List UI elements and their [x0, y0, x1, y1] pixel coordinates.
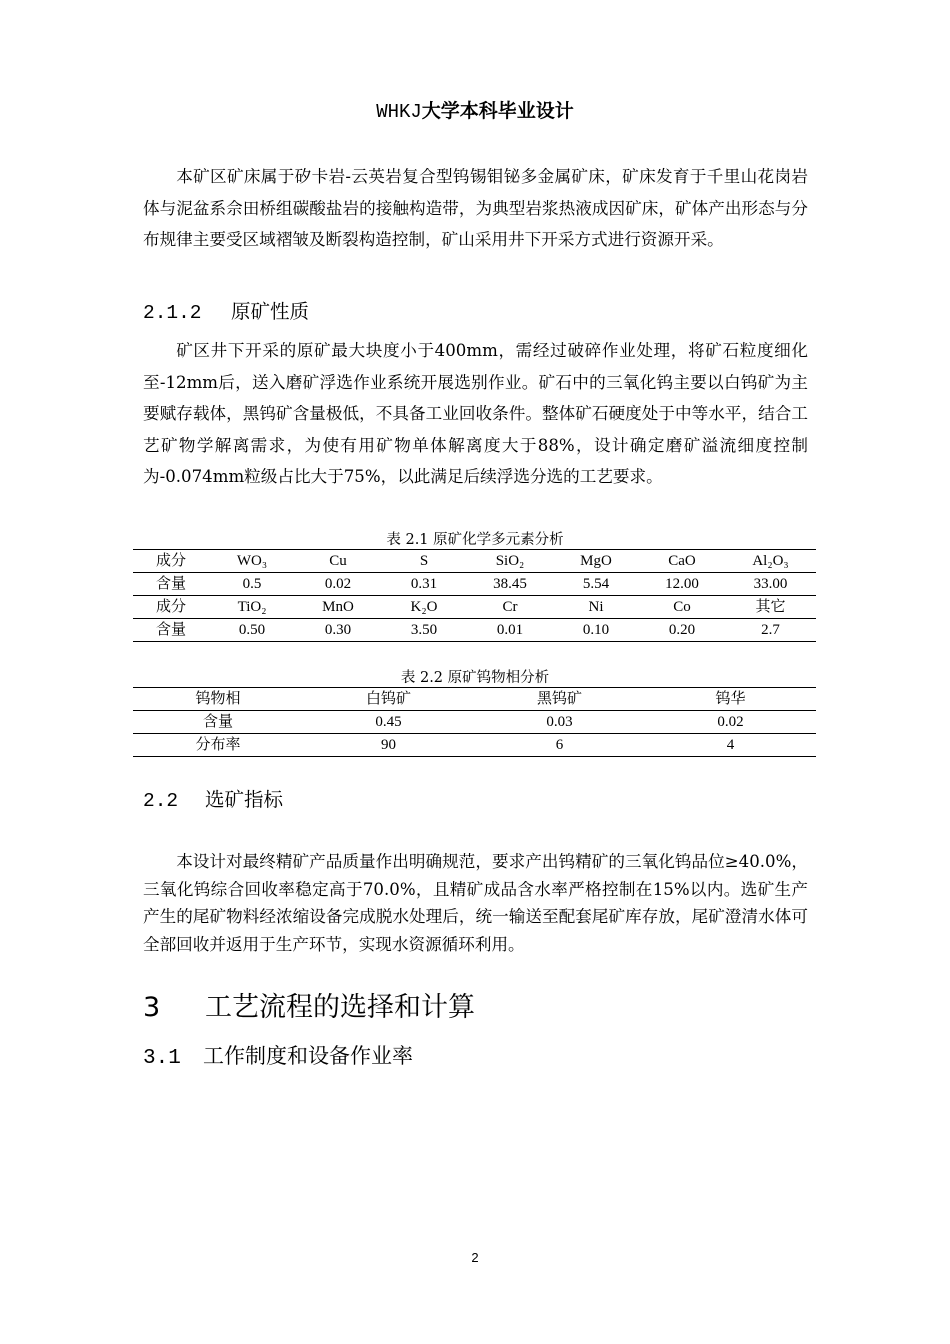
table-row — [133, 550, 816, 573]
table-cell: 含量 — [133, 711, 303, 734]
heading-title: 工作制度和设备作业率 — [203, 1044, 413, 1068]
paragraph-ore-properties — [143, 335, 808, 493]
table-cell: Ni — [553, 596, 639, 619]
table-cell: 0.03 — [474, 711, 645, 734]
paragraph-deposit-text: 本矿区矿床属于矽卡岩-云英岩复合型钨锡钼铋多金属矿床，矿床发育于千里山花岗岩体与泥盆系佘田桥组碳酸盐岩的接触构造带，为典型岩浆热液成因矿床，矿体产出形态与分布规律主要受区域褶皱及断裂构造控制，矿山采用井下开采方式进行资源开采。 — [143, 167, 808, 249]
table-cell: TiO₂ — [209, 596, 295, 619]
table-row — [133, 711, 816, 734]
heading-number: 3.1 — [143, 1047, 181, 1070]
table-row — [133, 688, 816, 711]
table-cell: Co — [639, 596, 725, 619]
table-cell: 0.01 — [496, 622, 524, 638]
paragraph-ore-properties-text: 矿区井下开采的原矿最大块度小于400mm，需经过破碎作业处理，将矿石粒度细化至-12mm后，送入磨矿浮选作业系统开展选别作业。矿石中的三氧化钨主要以白钨矿为主要赋存载体，黑钨矿含量极低，不具备工业回收条件。整体矿石硬度处于中等水平，结合工艺矿物学解离需求，为使有用矿物单体解离度大于88%，设计确定磨矿溢流细度控制为-0.074mm粒级占比大于75%，以此满足后续浮选分选的工艺要求。 — [143, 341, 808, 486]
table-cell: WO₃ — [209, 550, 295, 573]
table-cell: 2.7 — [761, 622, 780, 638]
paragraph-deposit — [143, 161, 808, 256]
heading-number: 3 — [143, 992, 161, 1023]
table-cell: 6 — [555, 737, 564, 753]
paragraph-indicators-text: 本设计对最终精矿产品质量作出明确规范，要求产出钨精矿的三氧化钨品位≥40.0%，三氧化钨综合回收率稳定高于70.0%，且精矿成品含水率严格控制在15%以内。选矿生产产生的尾矿物料经浓缩设备完成脱水处理后，统一输送至配套尾矿库存放，尾矿澄清水体可全部回收并返用于生产环节，实现水资源循环利用。 — [143, 852, 808, 954]
table-cell: 33.00 — [725, 573, 816, 596]
table-cell: 其它 — [725, 596, 816, 619]
table-cell: S — [381, 550, 467, 573]
table-cell: 成分 — [133, 596, 209, 619]
table-cell: 钨华 — [645, 688, 816, 711]
table2-caption: 表 2.2 原矿钨物相分析 — [400, 670, 550, 686]
table-cell: 白钨矿 — [303, 688, 474, 711]
table-row — [133, 573, 816, 596]
heading-2-1-2 — [143, 296, 309, 324]
table-cell: 4 — [726, 737, 735, 753]
heading-2-2 — [143, 784, 283, 812]
table-cell: 黑钨矿 — [474, 688, 645, 711]
table-cell: Cr — [467, 596, 553, 619]
table-cell: 5.54 — [553, 573, 639, 596]
table-cell: 0.30 — [324, 622, 352, 638]
header-prefix: WHKJ — [376, 101, 422, 123]
table-cell: 0.5 — [209, 573, 295, 596]
table-chemical-analysis — [133, 549, 816, 642]
table-cell: 0.02 — [295, 573, 381, 596]
table-cell: 0.45 — [303, 711, 474, 734]
table-cell: K₂O — [381, 596, 467, 619]
heading-number: 2.2 — [143, 790, 179, 812]
heading-title: 选矿指标 — [205, 788, 284, 811]
heading-3 — [143, 985, 475, 1024]
table-cell: 38.45 — [467, 573, 553, 596]
table-cell: 3.50 — [410, 622, 438, 638]
heading-title: 原矿性质 — [231, 300, 310, 323]
table-cell: 0.20 — [668, 622, 696, 638]
table-cell: 0.31 — [381, 573, 467, 596]
table-cell: Al₂O₃ — [725, 550, 816, 573]
table-cell: 0.50 — [238, 622, 266, 638]
table-cell: SiO₂ — [467, 550, 553, 573]
page-header — [0, 96, 950, 123]
table-cell: 钨物相 — [133, 688, 303, 711]
table-row — [133, 596, 816, 619]
table-row — [133, 734, 816, 757]
table-cell: 分布率 — [195, 737, 241, 753]
table-cell: 0.10 — [582, 622, 610, 638]
header-title: 大学本科毕业设计 — [421, 100, 574, 122]
table1-caption: 表 2.1 原矿化学多元素分析 — [386, 532, 564, 548]
page-number: 2 — [471, 1250, 479, 1265]
table-cell: CaO — [639, 550, 725, 573]
table-tungsten-phase — [133, 687, 816, 757]
table-cell: 含量 — [133, 573, 209, 596]
heading-3-1 — [143, 1040, 413, 1070]
table-cell: 90 — [381, 737, 396, 753]
heading-title: 工艺流程的选择和计算 — [205, 992, 475, 1023]
table-cell: MgO — [553, 550, 639, 573]
table-cell: Cu — [295, 550, 381, 573]
table-row — [133, 619, 816, 642]
heading-number: 2.1.2 — [143, 302, 202, 324]
table-cell: 0.02 — [645, 711, 816, 734]
table-cell: 含量 — [155, 622, 186, 638]
table-cell: 成分 — [133, 550, 209, 573]
table-cell: MnO — [295, 596, 381, 619]
paragraph-indicators — [143, 848, 808, 958]
table-cell: 12.00 — [639, 573, 725, 596]
